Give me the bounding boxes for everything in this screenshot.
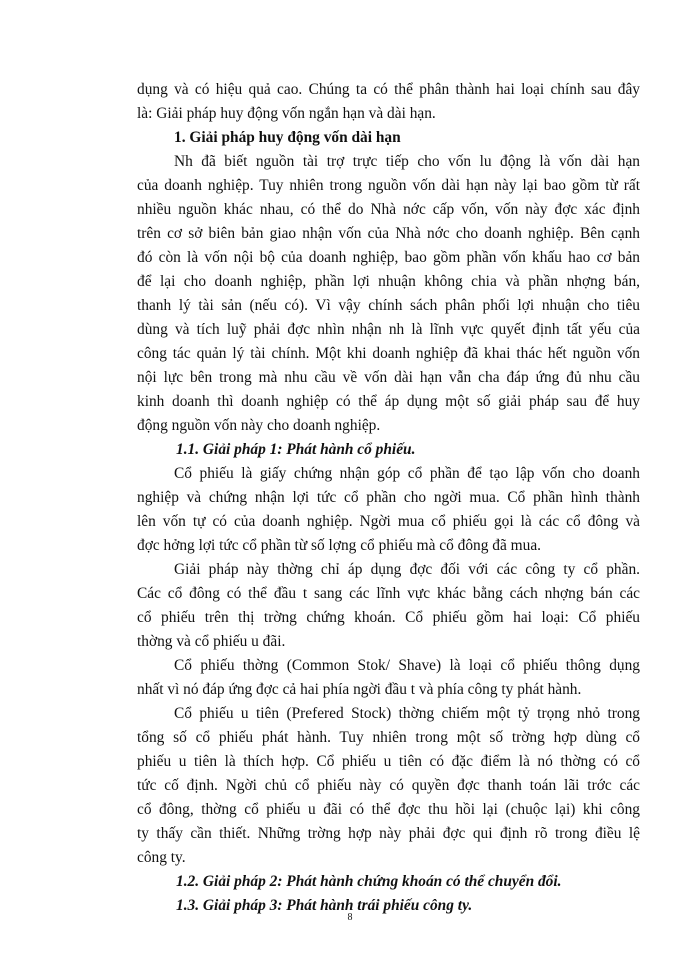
subsection-heading: 1.2. Giải pháp 2: Phát hành chứng khoán có thể chuyển đổi.	[176, 873, 562, 890]
body-text-line: thanh lý tài sản (nếu có). Vì vậy chính sách phân phối lợi nhuận cho tiêu	[137, 297, 640, 314]
body-text-line: đó còn là vốn nội bộ của doanh nghiệp, bao gồm phần vốn khấu hao cơ bản	[137, 249, 640, 266]
body-text-line: Cổ phiếu thờng (Common Stok/ Shave) là loại cổ phiếu thông dụng	[174, 657, 640, 674]
body-text-line: cổ phiếu trên thị trờng chứng khoán. Cổ phiếu gồm hai loại: Cổ phiếu	[137, 609, 640, 626]
body-text-line: Các cổ đông có thể đầu t sang các lĩnh vực khác bằng cách nhợng bán các	[137, 585, 640, 602]
body-text-line: công ty.	[137, 849, 186, 866]
body-text-line: động nguồn vốn này cho doanh nghiệp.	[137, 417, 381, 434]
body-text-line: nghiệp và chứng nhận lợi tức cổ phần cho ngời mua. Cổ phần hình thành	[137, 489, 640, 506]
body-text-line: Cổ phiếu là giấy chứng nhận góp cổ phần để tạo lập vốn cho doanh	[174, 465, 640, 482]
body-text-line: tức cố định. Ngời chủ cổ phiếu này có quyền đợc thanh toán lãi trớc các	[137, 777, 640, 794]
page-number: 8	[347, 912, 353, 923]
section-heading: 1. Giải pháp huy động vốn dài hạn	[174, 129, 401, 146]
body-text-line: là: Giải pháp huy động vốn ngắn hạn và dài hạn.	[137, 105, 436, 122]
body-text-line: công tác quản lý tài chính. Một khi doanh nghiệp đã khai thác hết nguồn vốn	[137, 345, 640, 362]
body-text-line: nhất vì nó đáp ứng đợc cả hai phía ngời đầu t và phía công ty phát hành.	[137, 681, 582, 698]
body-text-line: Giải pháp này thờng chỉ áp dụng đợc đối với các công ty cổ phần.	[174, 561, 640, 578]
body-text-line: kinh doanh thì doanh nghiệp có thể áp dụng một số giải pháp sau để huy	[137, 393, 640, 410]
body-text-line: phiếu u tiên là thích hợp. Cổ phiếu u tiên có đặc điểm là nó thờng có cổ	[137, 753, 640, 770]
body-text-line: thờng và cổ phiếu u đãi.	[137, 633, 286, 650]
body-text-line: nội lực bên trong mà nhu cầu về vốn dài hạn vẫn cha đáp ứng đủ nhu cầu	[137, 369, 640, 386]
body-text-line: Nh đã biết nguồn tài trợ trực tiếp cho vốn lu động là vốn dài hạn	[174, 153, 640, 170]
body-text-line: của doanh nghiệp. Tuy nhiên trong nguồn vốn dài hạn này lại bao gồm từ rất	[137, 177, 640, 194]
body-text-line: nhiều nguồn khác nhau, có thể do Nhà nớc cấp vốn, vốn này đợc xác định	[137, 201, 640, 218]
body-text-line: để lại cho doanh nghiệp, phần lợi nhuận không chia và phần nhợng bán,	[137, 273, 640, 290]
body-text-line: trên cơ sở biên bản giao nhận vốn của Nhà nớc cho doanh nghiệp. Bên cạnh	[137, 225, 640, 242]
body-text-line: cổ đông, thờng cổ phiếu u đãi có thể đợc thu hồi lại (chuộc lại) khi công	[137, 801, 640, 818]
body-text-line: đợc hởng lợi tức cổ phần từ số lợng cổ phiếu mà cổ đông đã mua.	[137, 537, 541, 554]
body-text-line: tổng số cổ phiếu phát hành. Tuy nhiên trong một số trờng hợp dùng cổ	[137, 729, 640, 746]
subsection-heading: 1.1. Giải pháp 1: Phát hành cổ phiếu.	[176, 441, 416, 458]
body-text-line: ty thấy cần thiết. Những trờng hợp này phải đợc qui định rõ trong điều lệ	[137, 825, 640, 842]
subsection-heading: 1.3. Giải pháp 3: Phát hành trái phiếu công ty.	[176, 897, 473, 914]
body-text-line: dụng và có hiệu quả cao. Chúng ta có thể phân thành hai loại chính sau đây	[137, 81, 640, 98]
body-text-line: dùng và tích luỹ phải đợc nhìn nhận nh là lĩnh vực quyết định tất yếu của	[137, 321, 640, 338]
body-text-line: Cổ phiếu u tiên (Prefered Stock) thờng chiếm một tỷ trọng nhỏ trong	[174, 705, 640, 722]
body-text-line: lên vốn tự có của doanh nghiệp. Ngời mua cổ phiếu gọi là các cổ đông và	[137, 513, 640, 530]
